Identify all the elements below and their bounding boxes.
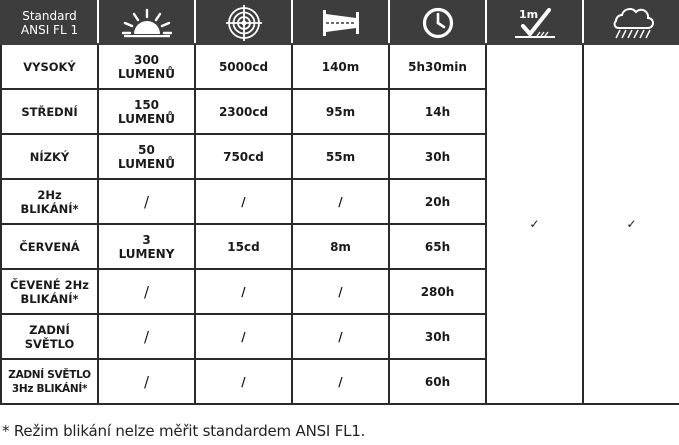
lumen-value <box>98 89 195 134</box>
lumen-value-line: 50 <box>138 142 155 157</box>
intensity-value: / <box>195 359 292 404</box>
mode-label <box>1 359 98 404</box>
runtime-value: 60h <box>389 359 486 404</box>
lumen-value-line: / <box>143 192 150 211</box>
lumen-value-line: / <box>143 372 150 391</box>
impact-label: 1m <box>518 7 538 21</box>
mode-label-line: ZADNÍ <box>29 322 70 337</box>
runtime-value: 20h <box>389 179 486 224</box>
target-beam-icon <box>226 5 262 41</box>
lumen-value <box>98 179 195 224</box>
lumen-value <box>98 134 195 179</box>
runtime-value: 5h30min <box>389 44 486 89</box>
distance-header <box>292 1 389 44</box>
mode-label <box>1 224 98 269</box>
intensity-value: / <box>195 314 292 359</box>
lumen-value-line: / <box>143 327 150 346</box>
standard-label-line2: ANSI FL 1 <box>20 22 79 37</box>
distance-value: 8m <box>292 224 389 269</box>
mode-label <box>1 314 98 359</box>
mode-label-line: BLIKÁNÍ* <box>20 291 79 306</box>
lumen-value-line: 300 <box>133 52 160 67</box>
lumen-value-line: LUMENŮ <box>118 156 175 171</box>
lumen-value <box>98 269 195 314</box>
footnote: * Režim blikání nelze měřit standardem ANSI FL1. <box>2 422 366 440</box>
intensity-value: 750cd <box>195 134 292 179</box>
intensity-value: / <box>195 269 292 314</box>
mode-label <box>1 44 98 89</box>
lumen-value-line: 150 <box>133 97 160 112</box>
mode-label-line: ČERVENÁ <box>19 239 80 254</box>
lumen-value-line: LUMENŮ <box>118 111 175 126</box>
check-icon: ✓ <box>626 217 637 231</box>
runtime-value: 30h <box>389 314 486 359</box>
mode-label <box>1 134 98 179</box>
distance-value: / <box>292 359 389 404</box>
distance-value: 140m <box>292 44 389 89</box>
runtime-value: 14h <box>389 89 486 134</box>
table-row <box>1 44 679 89</box>
runtime-value: 30h <box>389 134 486 179</box>
lumen-value <box>98 224 195 269</box>
standard-label-line1: Standard <box>22 8 77 23</box>
intensity-value: 15cd <box>195 224 292 269</box>
mode-label <box>1 179 98 224</box>
rain-waterproof-icon <box>608 6 656 40</box>
distance-value: 55m <box>292 134 389 179</box>
impact-check-cell <box>486 44 583 404</box>
intensity-value: / <box>195 179 292 224</box>
mode-label-line: VYSOKÝ <box>23 59 76 74</box>
mode-label <box>1 269 98 314</box>
distance-value: / <box>292 179 389 224</box>
check-icon: ✓ <box>529 217 540 231</box>
mode-label-line: STŘEDNÍ <box>21 104 78 119</box>
lumen-value-line: / <box>143 282 150 301</box>
mode-label-line: SVĚTLO <box>24 336 75 351</box>
distance-value: 95m <box>292 89 389 134</box>
runtime-header <box>389 1 486 44</box>
lumen-value <box>98 359 195 404</box>
mode-label-line: 2Hz <box>37 187 62 202</box>
impact-1m-icon <box>513 6 557 40</box>
waterproof-check-cell <box>583 44 679 404</box>
lumen-value <box>98 314 195 359</box>
mode-label-line: BLIKÁNÍ* <box>20 201 79 216</box>
lumen-value-line: LUMENŮ <box>118 66 175 81</box>
runtime-value: 280h <box>389 269 486 314</box>
clock-runtime-icon <box>421 6 455 40</box>
header-row <box>1 1 679 44</box>
lumen-value <box>98 44 195 89</box>
lumen-value-line: LUMENY <box>118 246 175 261</box>
beam-distance-icon <box>320 8 362 38</box>
mode-label-line: ZADNÍ SVĚTLO <box>8 368 91 381</box>
intensity-value: 5000cd <box>195 44 292 89</box>
distance-value: / <box>292 314 389 359</box>
intensity-header <box>195 1 292 44</box>
mode-label-line: ČEVENÉ 2Hz <box>10 277 89 292</box>
mode-label <box>1 89 98 134</box>
waterproof-header <box>583 1 679 44</box>
runtime-value: 65h <box>389 224 486 269</box>
brightness-header <box>98 1 195 44</box>
mode-label-line: 3Hz BLIKÁNÍ* <box>11 382 88 395</box>
distance-value: / <box>292 269 389 314</box>
sun-brightness-icon <box>122 8 172 38</box>
mode-label-line: NÍZKÝ <box>29 149 70 164</box>
standard-label <box>1 1 98 44</box>
intensity-value: 2300cd <box>195 89 292 134</box>
impact-header <box>486 1 583 44</box>
lumen-value-line: 3 <box>142 232 151 247</box>
